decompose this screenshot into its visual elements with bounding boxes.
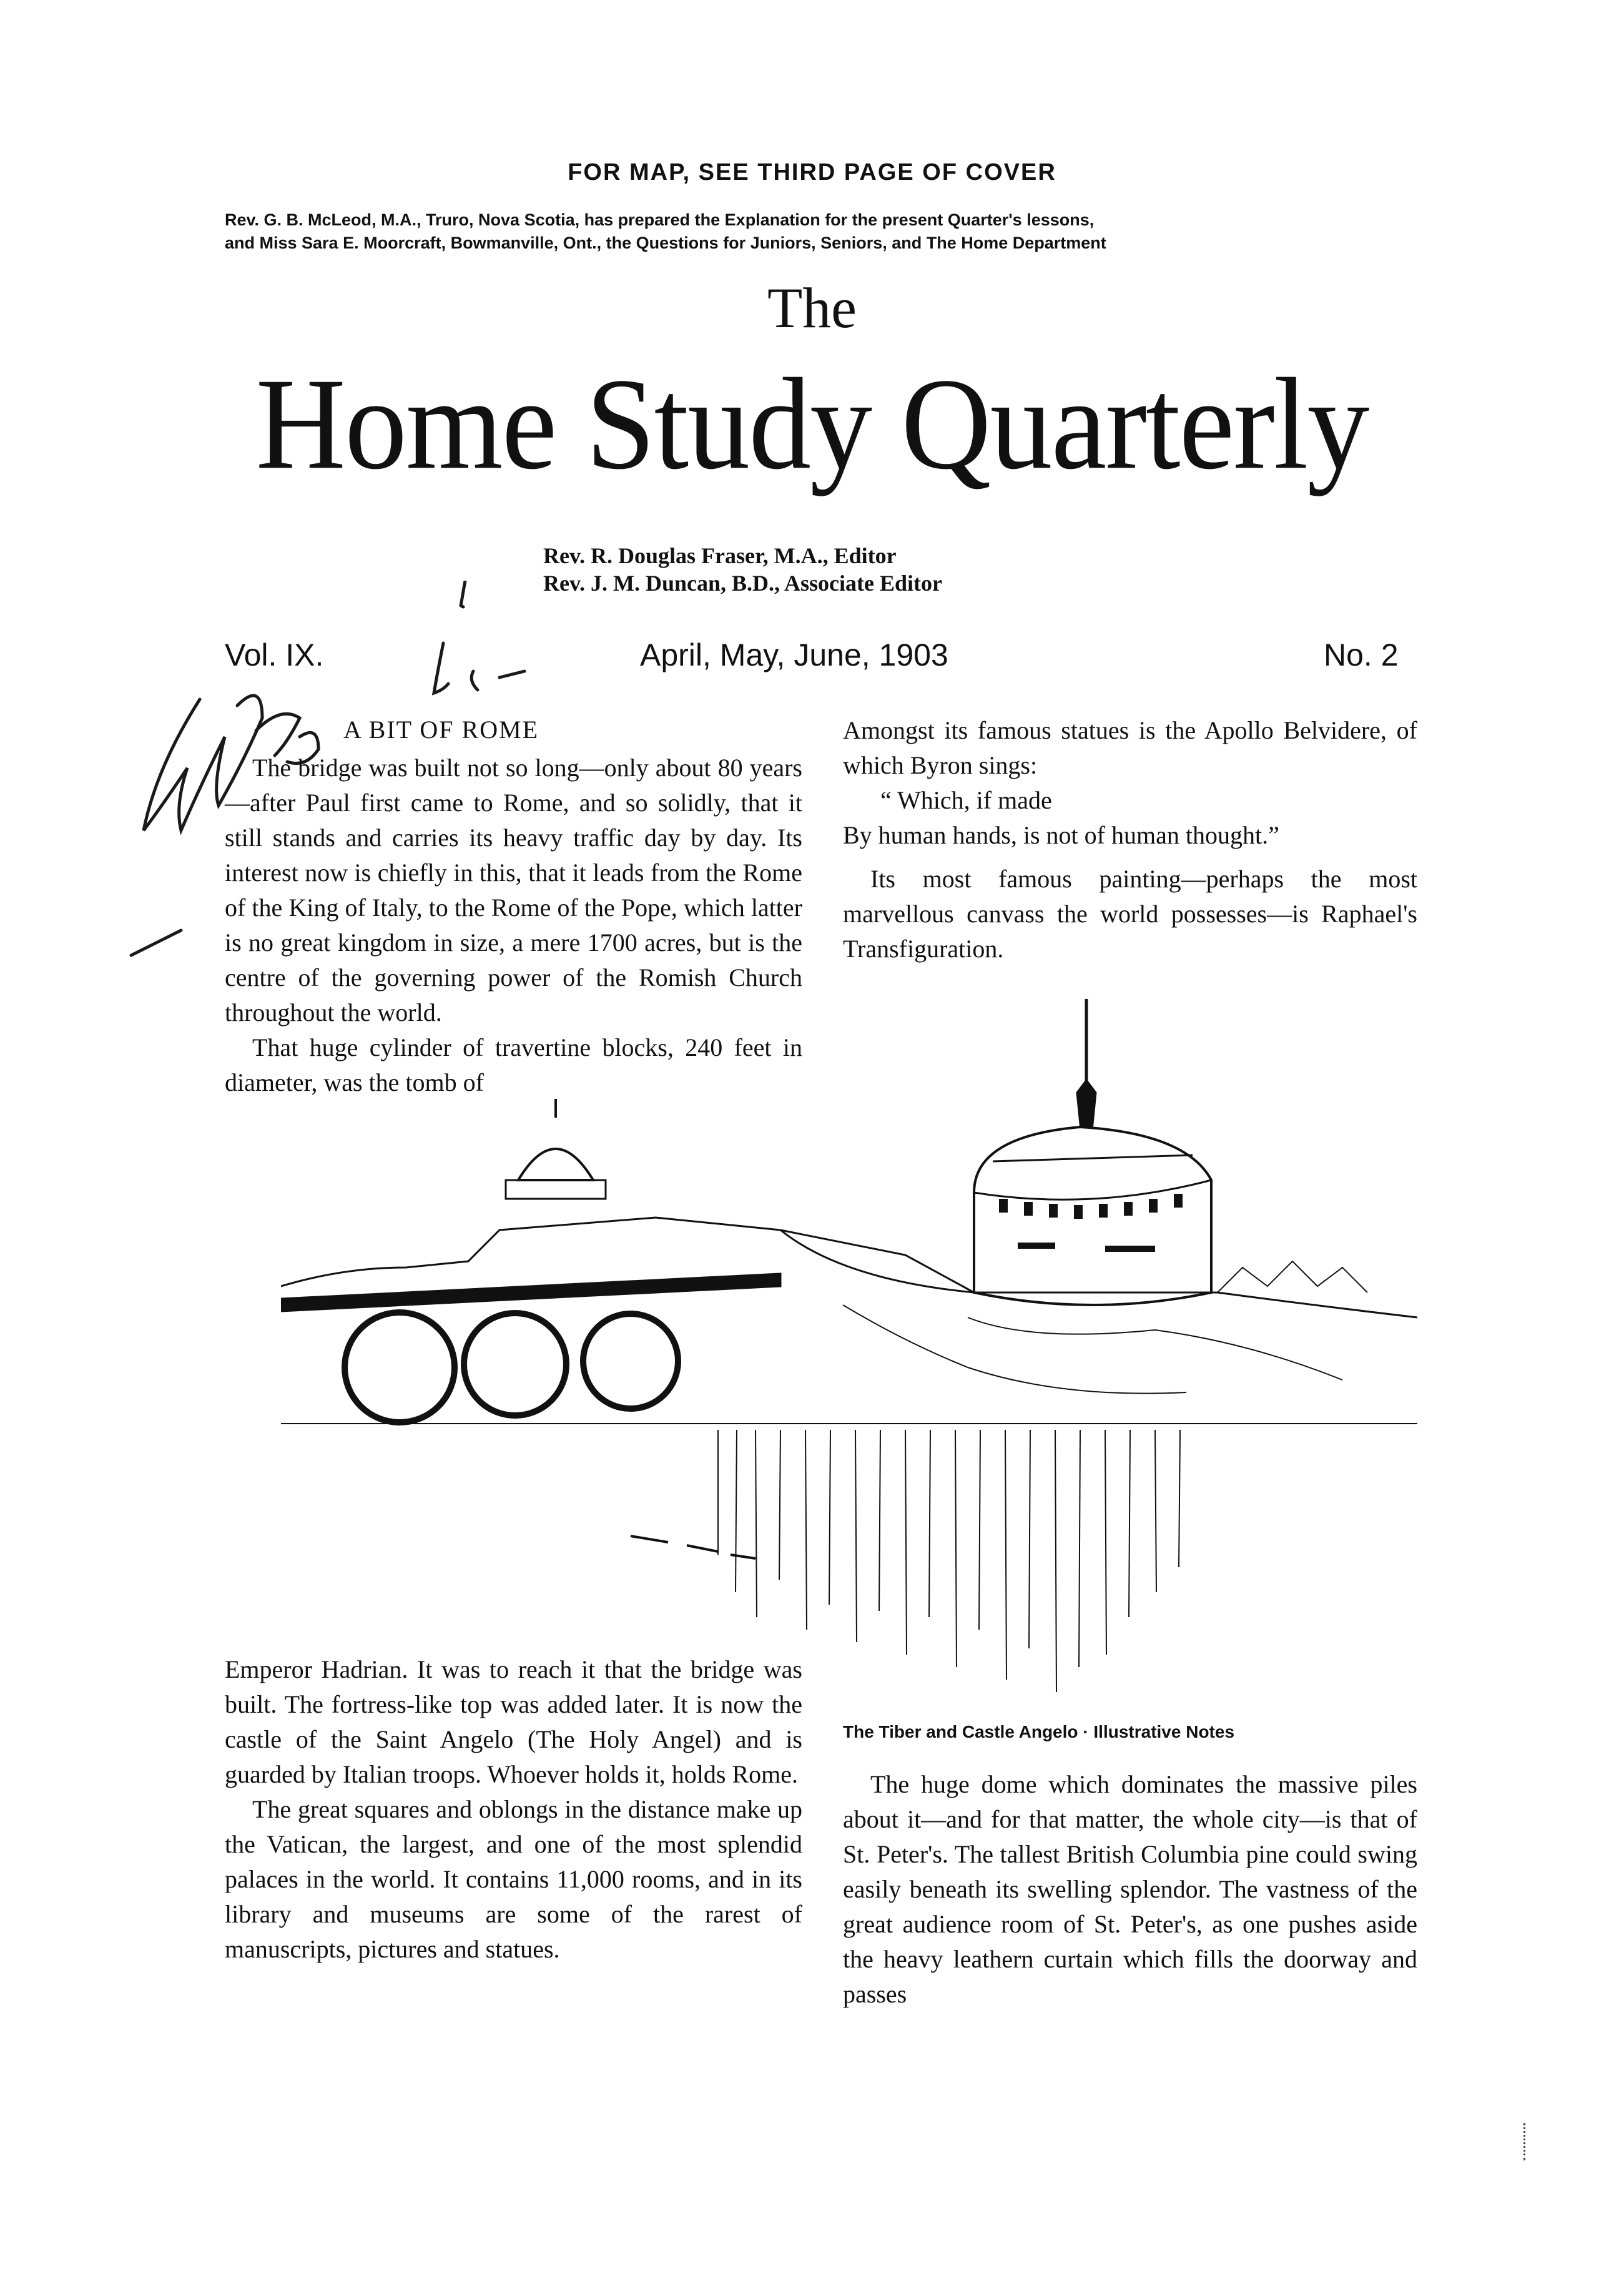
paragraph: Its most famous painting—perhaps the most marvellous canvass the world possesses—is Raphael's Transfiguration. bbox=[843, 865, 1417, 963]
quote-line: By human hands, is not of human thought.” bbox=[843, 821, 1279, 849]
masthead-the: The bbox=[767, 276, 857, 340]
cover-map-note: FOR MAP, SEE THIRD PAGE OF COVER bbox=[568, 159, 1056, 185]
credit-line: Rev. G. B. McLeod, M.A., Truro, Nova Scotia, has prepared the Explanation for the present Quarter's lessons, bbox=[225, 210, 1095, 229]
illustration-caption: The Tiber and Castle Angelo · Illustrative Notes bbox=[843, 1722, 1235, 1741]
associate-editor-line: Rev. J. M. Duncan, B.D., Associate Editor bbox=[543, 571, 942, 596]
paragraph: The great squares and oblongs in the distance make up the Vatican, the largest, and one of the most splendid palaces in the world. It contains 11,000 rooms, and in its library and museums are some of the rarest of manuscripts, pictures and statues. bbox=[225, 1795, 802, 1963]
castle-angelo-illustration bbox=[281, 993, 1417, 1705]
right-column-bottom bbox=[843, 1767, 1417, 2012]
scan-mark bbox=[1523, 2123, 1542, 2160]
issue-date: April, May, June, 1903 bbox=[640, 637, 948, 672]
credit-line: and Miss Sara E. Moorcraft, Bowmanville, Ont., the Questions for Juniors, Seniors, and The Home Department bbox=[225, 234, 1106, 252]
masthead-title: Home Study Quarterly bbox=[255, 352, 1369, 497]
paragraph: The bridge was built not so long—only about 80 years—after Paul first came to Rome, and so solidly, that it still stands and carries its heavy traffic day by day. Its interest now is chiefly in this, that it leads from the Rome of the King of Italy, to the Rome of the Pope, which latter is no great kingdom in size, a mere 1700 acres, but is the centre of the governing power of the Romish Church throughout the world. bbox=[225, 754, 802, 1026]
paragraph: Emperor Hadrian. It was to reach it that the bridge was built. The fortress-like top was added later. It is now the castle of the Saint Angelo (The Holy Angel) and is guarded by Italian troops. Whoever holds it, holds Rome. bbox=[225, 1655, 802, 1788]
left-column-bottom bbox=[225, 1652, 802, 1967]
editor-line: Rev. R. Douglas Fraser, M.A., Editor bbox=[543, 543, 897, 568]
issue-number: No. 2 bbox=[1324, 637, 1399, 672]
editors-block bbox=[543, 542, 942, 597]
article-heading: A BIT OF ROME bbox=[343, 716, 539, 744]
quote-line: “ Which, if made bbox=[880, 786, 1052, 814]
paragraph: That huge cylinder of travertine blocks, 240 feet in diameter, was the tomb of bbox=[225, 1033, 802, 1096]
right-column-top bbox=[843, 713, 1417, 967]
paragraph: Amongst its famous statues is the Apollo Belvidere, of which Byron sings: bbox=[843, 716, 1417, 779]
volume-label: Vol. IX. bbox=[225, 637, 324, 672]
paragraph: The huge dome which dominates the massive piles about it—and for that matter, the whole city—is that of St. Peter's. The tallest British Columbia pine could swing easily beneath its swelling splendor. The vastness of the great audience room of St. Peter's, as one pushes aside the heavy leathern curtain which fills the doorway and passes bbox=[843, 1770, 1417, 2008]
